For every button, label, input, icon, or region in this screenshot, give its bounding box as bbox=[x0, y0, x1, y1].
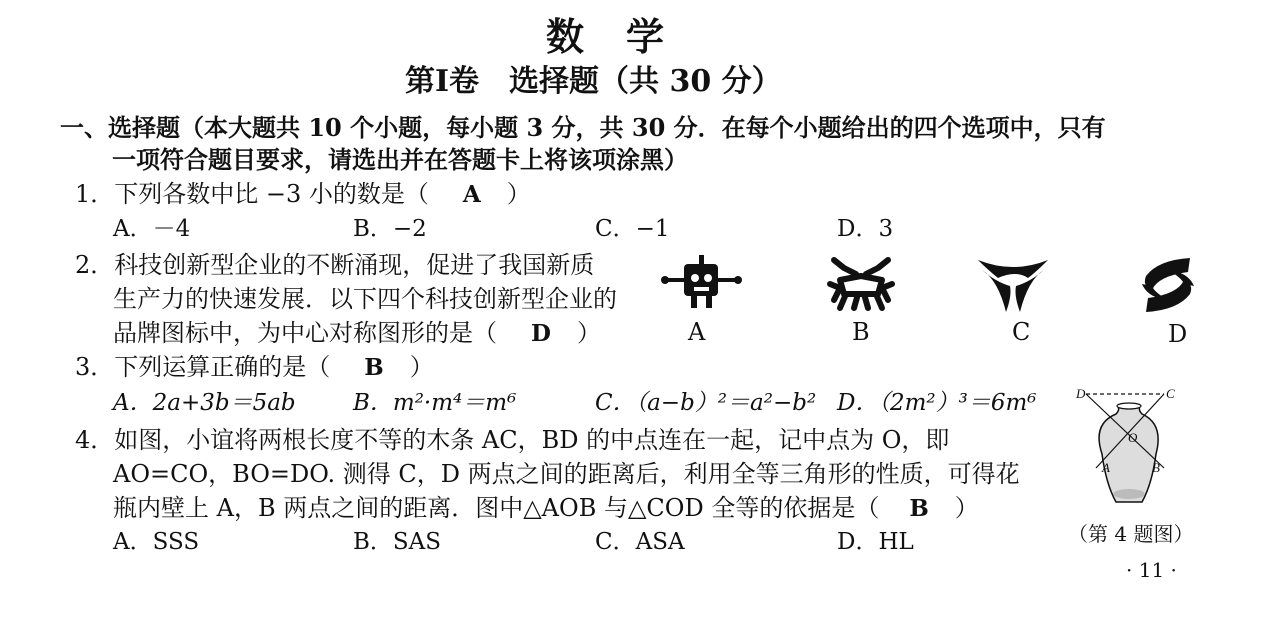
question-1-option-c: C．−1 bbox=[595, 216, 670, 242]
question-4-answer: B bbox=[909, 495, 929, 522]
question-4-option-d: D．HL bbox=[837, 529, 914, 555]
section-instruction-line-2: 一项符合题目要求，请选出并在答题卡上将该项涂黑） bbox=[112, 145, 688, 174]
figure-label-o: O bbox=[1128, 430, 1138, 445]
crab-logo-icon bbox=[826, 254, 896, 314]
question-2-close: ） bbox=[576, 319, 601, 347]
logo-label-d: D bbox=[1168, 320, 1188, 348]
vase-figure bbox=[1072, 384, 1184, 514]
section-instruction-line-1: 一、选择题（本大题共 10 个小题，每小题 3 分，共 30 分．在每个小题给出的四个选项中，只有 bbox=[60, 113, 1106, 142]
question-3-option-a: A．2a+3b＝5ab bbox=[113, 390, 296, 416]
question-1-answer: A bbox=[462, 181, 481, 208]
question-1-text: 1．下列各数中比 −3 小的数是（ bbox=[75, 180, 429, 208]
question-1-option-a: A．－4 bbox=[113, 216, 191, 242]
logo-label-b: B bbox=[852, 318, 870, 346]
figure-label-b: B bbox=[1152, 460, 1160, 475]
three-blade-logo-icon bbox=[976, 256, 1050, 314]
question-4-line-2: AO=CO，BO=DO. 测得 C，D 两点之间的距离后，利用全等三角形的性质，可得花 bbox=[113, 460, 1020, 488]
question-2-answer: D bbox=[531, 320, 551, 347]
logo-label-c: C bbox=[1012, 318, 1031, 346]
figure-label-d: D bbox=[1076, 386, 1086, 401]
question-4-line-1: 4．如图，小谊将两根长度不等的木条 AC，BD 的中点连在一起，记中点为 O，即 bbox=[75, 426, 950, 454]
question-3-text: 3．下列运算正确的是（ bbox=[75, 353, 331, 381]
question-1-stem bbox=[75, 174, 531, 209]
question-3-option-d: D．（2m²）³＝6m⁶ bbox=[837, 390, 1037, 416]
question-3-close: ） bbox=[409, 353, 434, 381]
question-4-option-b: B．SAS bbox=[353, 529, 442, 555]
question-1-option-d: D．3 bbox=[837, 216, 894, 242]
page-number: · 11 · bbox=[1126, 558, 1177, 582]
question-3-stem bbox=[75, 347, 434, 382]
paper-part-title: 第Ⅰ卷 选择题（共 30 分） bbox=[405, 64, 782, 99]
question-4-text: 瓶内壁上 A，B 两点之间的距离．图中△AOB 与△COD 全等的依据是（ bbox=[113, 494, 880, 522]
question-2-line-3 bbox=[113, 313, 601, 348]
question-1-close: ） bbox=[506, 180, 531, 208]
question-2-text: 品牌图标中，为中心对称图形的是（ bbox=[113, 319, 497, 347]
question-3-answer: B bbox=[364, 354, 384, 381]
swirl-logo-icon bbox=[1138, 254, 1198, 316]
figure-label-a: A bbox=[1102, 460, 1110, 475]
question-4-close: ） bbox=[954, 494, 979, 522]
question-2-line-2: 生产力的快速发展．以下四个科技创新型企业的 bbox=[113, 285, 617, 313]
question-3-option-b: B．m²·m⁴＝m⁶ bbox=[353, 390, 517, 416]
logo-label-a: A bbox=[688, 318, 706, 346]
figure-label-c: C bbox=[1166, 386, 1175, 401]
question-4-option-a: A．SSS bbox=[113, 529, 200, 555]
robot-logo-icon bbox=[660, 252, 744, 314]
question-4-option-c: C．ASA bbox=[595, 529, 685, 555]
question-2-line-1: 2．科技创新型企业的不断涌现，促进了我国新质 bbox=[75, 251, 595, 279]
question-3-option-c: C．（a−b）²＝a²−b² bbox=[595, 390, 817, 416]
question-4-line-3 bbox=[113, 488, 979, 523]
question-1-option-b: B．−2 bbox=[353, 216, 427, 242]
figure-caption: （第 4 题图） bbox=[1068, 522, 1194, 546]
subject-title: 数 学 bbox=[546, 14, 667, 59]
